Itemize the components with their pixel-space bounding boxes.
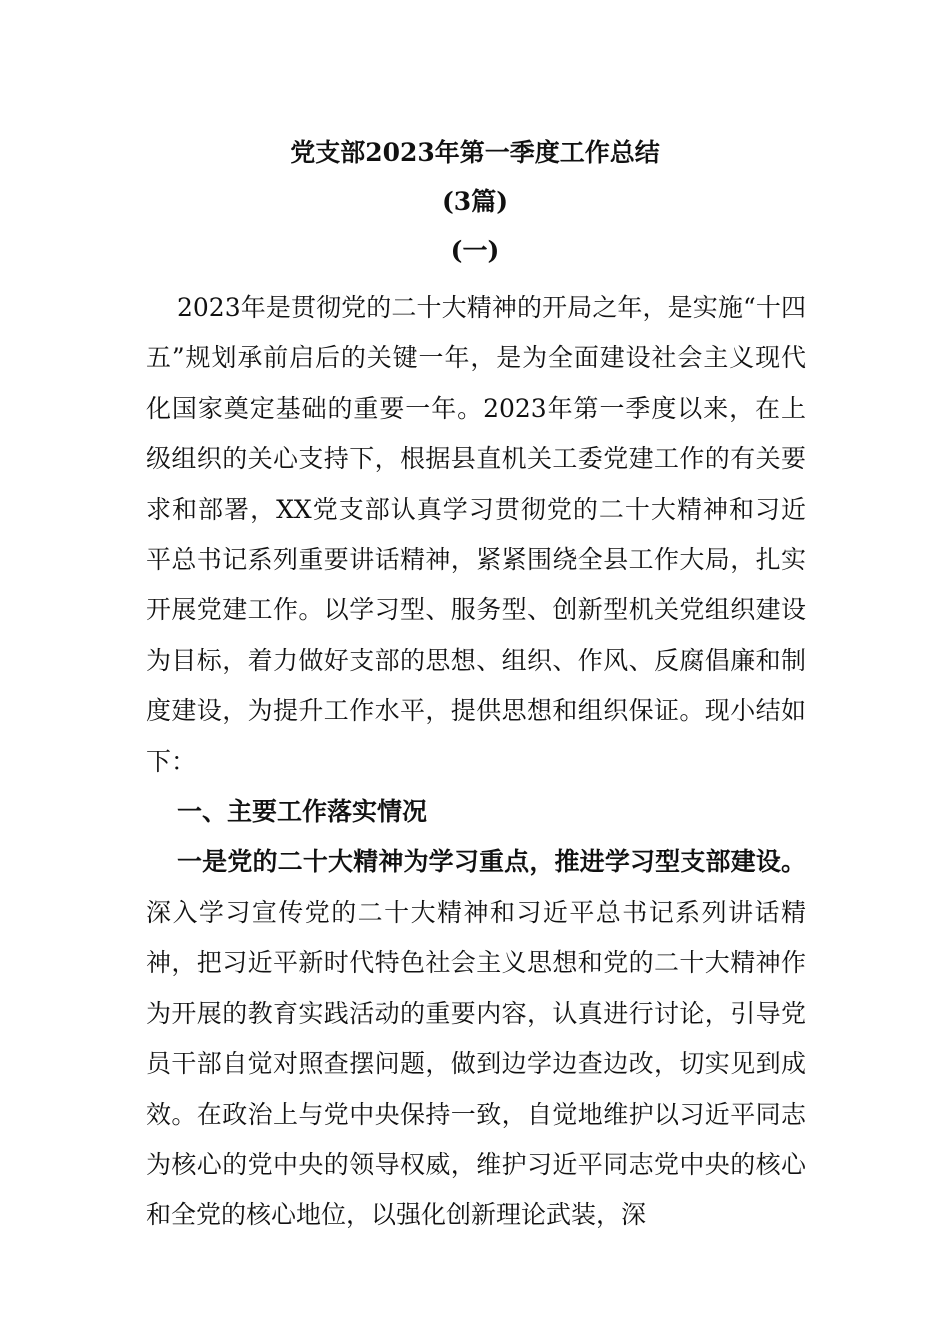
document-body	[146, 283, 806, 1241]
document-title: 党支部2023年第一季度工作总结	[290, 138, 660, 167]
item-lead: 一是党的二十大精神为学习重点，推进学习型支部建设。	[177, 847, 806, 877]
intro-paragraph: 2023年是贯彻党的二十大精神的开局之年，是实施“十四五”规划承前启后的关键一年，是为全面建设社会主义现代化国家奠定基础的重要一年。2023年第一季度以来，在上级组织的关心支持下，根据县直机关工委党建工作的有关要求和部署，XX党支部认真学习贯彻党的二十大精神和习近平总书记系列重要讲话精神，紧紧围绕全县工作大局，扎实开展党建工作。以学习型、服务型、创新型机关党组织建设为目标，着力做好支部的思想、组织、作风、反腐倡廉和制度建设，为提升工作水平，提供思想和组织保证。现小结如下：	[146, 293, 806, 776]
document-subtitle: (3篇)	[441, 187, 509, 216]
item-paragraph	[146, 837, 806, 1240]
part-label: (一)	[450, 236, 500, 265]
item-body: 深入学习宣传党的二十大精神和习近平总书记系列讲话精神，把习近平新时代特色社会主义思想和党的二十大精神作为开展的教育实践活动的重要内容，认真进行讨论，引导党员干部自觉对照查摆问题，做到边学边查边改，切实见到成效。在政治上与党中央保持一致，自觉地维护以习近平同志为核心的党中央的领导权威，维护习近平同志党中央的核心和全党的核心地位，以强化创新理论武装，深	[146, 897, 806, 1230]
section-heading: 一、主要工作落实情况	[177, 797, 428, 827]
